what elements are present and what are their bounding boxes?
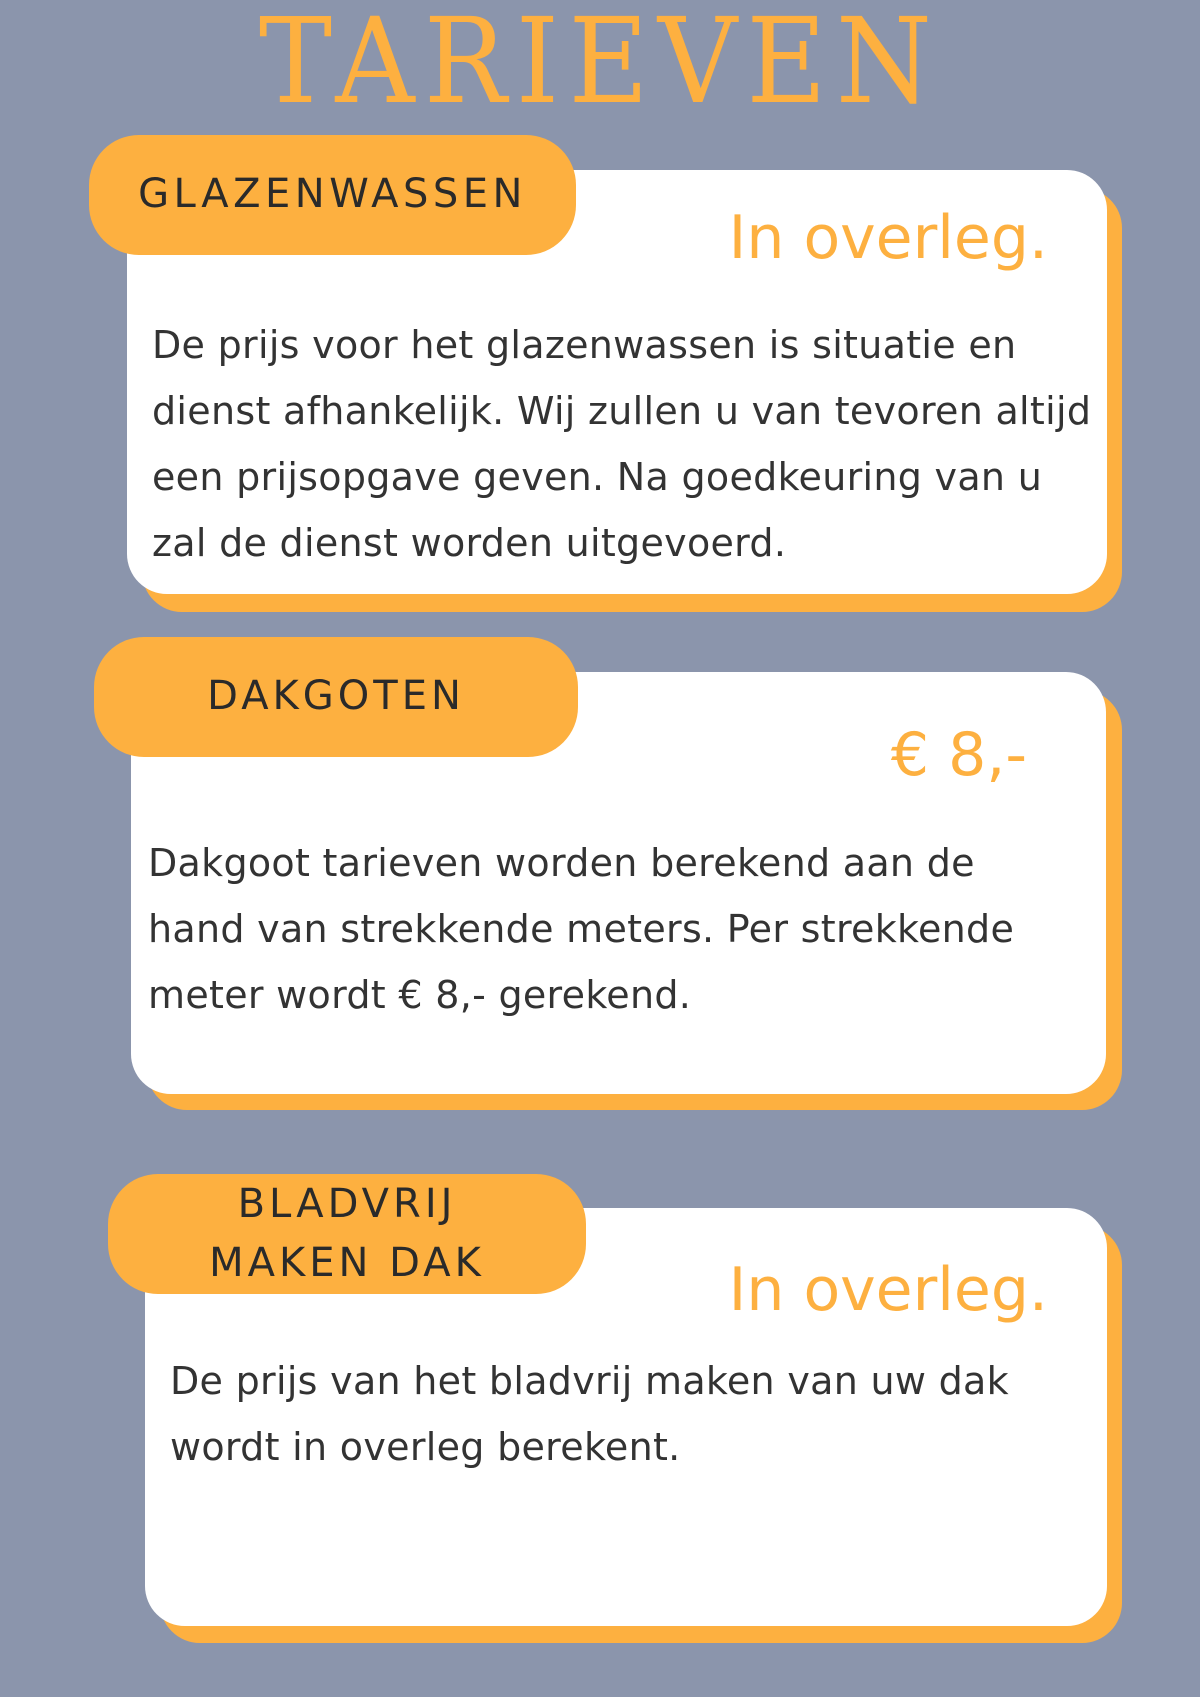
- price-bladvrij: In overleg.: [728, 1255, 1048, 1325]
- section-label-glazenwassen: GLAZENWASSEN: [89, 135, 576, 255]
- description-bladvrij: De prijs van het bladvrij maken van uw dak wordt in overleg berekent.: [170, 1359, 1009, 1469]
- description-dakgoten: Dakgoot tarieven worden berekend aan de hand van strekkende meters. Per strekkende meter wordt € 8,- gerekend.: [148, 841, 1015, 1017]
- section-label-dakgoten: DAKGOTEN: [94, 637, 578, 757]
- section-label-bladvrij: BLADVRIJ MAKEN DAK: [108, 1174, 586, 1294]
- price-dakgoten: € 8,-: [890, 720, 1027, 790]
- price-glazenwassen: In overleg.: [728, 203, 1048, 273]
- description-glazenwassen: De prijs voor het glazenwassen is situatie en dienst afhankelijk. Wij zullen u van tevoren altijd een prijsopgave geven. Na goedkeuring van u zal de dienst worden uitgevoerd.: [152, 323, 1092, 565]
- page-title: TARIEVEN: [258, 0, 942, 130]
